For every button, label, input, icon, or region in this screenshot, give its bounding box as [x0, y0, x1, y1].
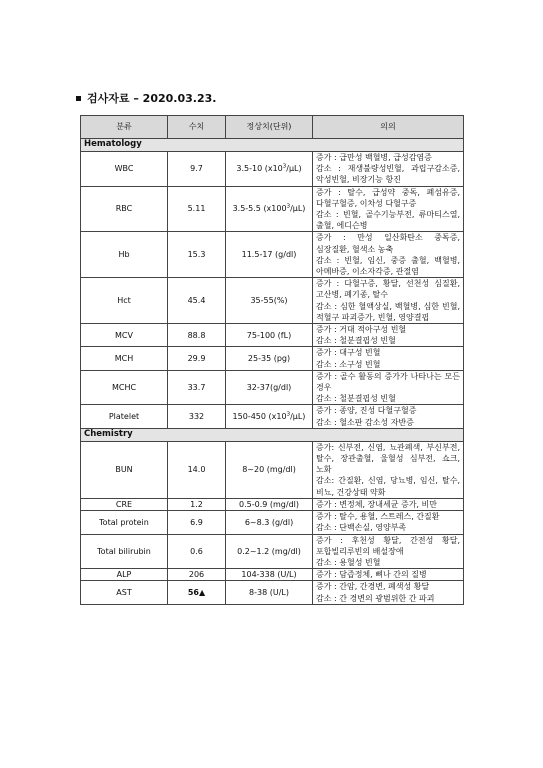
meaning-line: 감소 : 단백손실, 영양부족 — [316, 523, 407, 533]
table-row — [81, 569, 464, 581]
meaning-line: 감소 : 심한 혈액상실, 백혈병, 심한 빈혈, 적혈구 파괴증가, 빈혈, 영양결핍 — [316, 301, 460, 322]
table-body — [81, 139, 464, 605]
meaning-line: 증가: 신부전, 신염, 뇨관폐색, 부신부전, 탈수, 장관출혈, 울혈성 심부전, 쇼크, 노화 — [316, 442, 460, 475]
test-name: CRE — [81, 498, 168, 510]
meaning-line: 증가 : 변정체, 장내세균 증가, 비만 — [316, 499, 437, 509]
lab-results-table — [80, 115, 464, 605]
reference-unit: /μL) — [290, 412, 306, 422]
reference-text: 75-100 (fL) — [246, 330, 292, 340]
reference-range — [226, 347, 313, 370]
reference-range — [226, 186, 313, 232]
test-name: Total protein — [81, 511, 168, 534]
reference-range — [226, 405, 313, 428]
meaning-line: 감소 : 철분결핍성 빈혈 — [316, 336, 396, 346]
clinical-meaning — [313, 152, 464, 187]
heading-text: 검사자료 – 2020.03.23. — [87, 92, 217, 105]
test-value: 14.0 — [168, 441, 226, 498]
meaning-line: 증가 : 대구성 빈혈 — [316, 348, 381, 358]
reference-exponent: 3 — [286, 411, 291, 418]
test-name: Total bilirubin — [81, 534, 168, 569]
reference-unit: /μL) — [286, 164, 302, 174]
meaning-line: 증가 : 거대 적아구성 빈혈 — [316, 325, 407, 335]
test-value: 332 — [168, 405, 226, 428]
meaning-line: 감소 : 간 경변의 광범위한 간 파괴 — [316, 593, 435, 603]
reference-range — [226, 278, 313, 324]
reference-range — [226, 511, 313, 534]
test-value: 29.9 — [168, 347, 226, 370]
test-value: 206 — [168, 569, 226, 581]
reference-exponent: 3 — [282, 163, 287, 170]
test-name: ALP — [81, 569, 168, 581]
clinical-meaning — [313, 370, 464, 405]
reference-range — [226, 581, 313, 604]
test-value: 5.11 — [168, 186, 226, 232]
square-bullet-icon — [76, 96, 81, 101]
meaning-line: 증가 : 후천성 황달, 간전성 황달, 포합빌리루빈의 배설장애 — [316, 535, 460, 556]
meaning-line: 감소: 간질환, 신염, 당뇨병, 임신, 탈수, 비뇨, 건강상태 약화 — [316, 476, 460, 497]
test-value: 56▲ — [168, 581, 226, 604]
meaning-line: 증가 : 골수 활동의 증가가 나타나는 모든 경우 — [316, 371, 460, 393]
reference-range — [226, 534, 313, 569]
header-value: 수치 — [168, 116, 226, 139]
reference-range — [226, 232, 313, 278]
meaning-line: 감소 : 혈소판 감소성 자반증 — [316, 417, 414, 427]
reference-text: 25-35 (pg) — [247, 354, 291, 364]
reference-text: 3.5-5.5 (x100 — [232, 204, 287, 214]
clinical-meaning — [313, 405, 464, 428]
reference-range — [226, 370, 313, 405]
section-heading — [76, 90, 216, 106]
test-name: Hb — [81, 232, 168, 278]
reference-text: 35-55(%) — [250, 296, 288, 306]
test-name: BUN — [81, 441, 168, 498]
table-row — [81, 186, 464, 232]
test-value: 1.2 — [168, 498, 226, 510]
reference-text: 0.5-0.9 (mg/dl) — [239, 499, 299, 509]
reference-text: 6~8.3 (g/dl) — [244, 517, 294, 527]
meaning-line: 증가 : 담즙정체, 뼈나 간의 질병 — [316, 570, 427, 580]
reference-unit: /μL) — [290, 204, 306, 214]
reference-range — [226, 569, 313, 581]
table-row — [81, 511, 464, 534]
reference-range — [226, 498, 313, 510]
meaning-line: 증가 : 탈수, 용혈, 스트레스, 간질환 — [316, 512, 440, 522]
table-row — [81, 278, 464, 324]
clinical-meaning — [313, 232, 464, 278]
test-value: 88.8 — [168, 324, 226, 347]
clinical-meaning — [313, 441, 464, 498]
meaning-line: 감소 : 소구성 빈혈 — [316, 359, 381, 369]
meaning-line: 감소 : 철분결핍성 빈혈 — [316, 394, 396, 404]
reference-text: 32-37(g/dl) — [246, 383, 292, 393]
section-title: Chemistry — [81, 428, 464, 441]
table-row — [81, 581, 464, 604]
meaning-line: 증가 : 간암, 간경변, 폐색성 황달 — [316, 582, 430, 592]
test-name: RBC — [81, 186, 168, 232]
clinical-meaning — [313, 511, 464, 534]
test-value: 15.3 — [168, 232, 226, 278]
test-name: MCHC — [81, 370, 168, 405]
meaning-line: 증가 : 종양, 진성 다혈구혈증 — [316, 406, 417, 416]
reference-text: 11.5-17 (g/dl) — [241, 250, 297, 260]
meaning-line: 증가 : 급만성 백혈병, 급성감염증 — [316, 153, 432, 162]
reference-text: 8~20 (mg/dl) — [242, 465, 296, 475]
meaning-line: 감소 : 빈혈, 골수기능부전, 류마티스열, 출혈, 에디슨병 — [316, 210, 460, 231]
table-row — [81, 370, 464, 405]
clinical-meaning — [313, 347, 464, 370]
table-row — [81, 324, 464, 347]
header-meaning: 의의 — [313, 116, 464, 139]
reference-range — [226, 441, 313, 498]
reference-text: 104-338 (U/L) — [241, 570, 297, 580]
reference-text: 3.5-10 (x10 — [236, 164, 283, 174]
reference-range — [226, 152, 313, 187]
test-name: WBC — [81, 152, 168, 187]
test-value: 33.7 — [168, 370, 226, 405]
table-row — [81, 405, 464, 428]
header-category: 분류 — [81, 116, 168, 139]
test-value: 45.4 — [168, 278, 226, 324]
clinical-meaning — [313, 498, 464, 510]
table-row — [81, 534, 464, 569]
clinical-meaning — [313, 278, 464, 324]
section-row — [81, 139, 464, 152]
meaning-line: 감소 : 재생불량성빈혈, 과립구감소증, 악성빈혈, 비장기능 항진 — [316, 164, 460, 185]
meaning-line: 증가 : 다혈구증, 황달, 선천성 심질환, 고산병, 폐기종, 탈수 — [316, 279, 460, 300]
clinical-meaning — [313, 581, 464, 604]
test-name: AST — [81, 581, 168, 604]
reference-exponent: 3 — [286, 203, 291, 210]
meaning-line: 증가 : 탈수, 급성약 중독, 폐섬유증, 다혈구혈증, 이차성 다혈구증 — [316, 187, 460, 208]
table-row — [81, 498, 464, 510]
clinical-meaning — [313, 324, 464, 347]
reference-text: 0.2~1.2 (mg/dl) — [237, 546, 301, 556]
section-title: Hematology — [81, 139, 464, 152]
table-row — [81, 441, 464, 498]
table-header-row — [81, 116, 464, 139]
header-reference: 정상치(단위) — [226, 116, 313, 139]
meaning-line: 증가 : 만성 일산화탄소 중독증, 심장질환, 혈색소 농축 — [316, 233, 460, 254]
test-name: Platelet — [81, 405, 168, 428]
meaning-line: 감소 : 용혈성 빈혈 — [316, 557, 381, 567]
test-name: MCH — [81, 347, 168, 370]
test-value: 6.9 — [168, 511, 226, 534]
reference-range — [226, 324, 313, 347]
clinical-meaning — [313, 534, 464, 569]
table-row — [81, 347, 464, 370]
meaning-line: 감소 : 빈혈, 임신, 중증 출혈, 백혈병, 아메바증, 이소자각증, 관절염 — [316, 255, 460, 277]
table-row — [81, 152, 464, 187]
test-name: Hct — [81, 278, 168, 324]
test-name: MCV — [81, 324, 168, 347]
test-value: 9.7 — [168, 152, 226, 187]
reference-text: 8-38 (U/L) — [249, 587, 289, 597]
clinical-meaning — [313, 186, 464, 232]
clinical-meaning — [313, 569, 464, 581]
section-row — [81, 428, 464, 441]
reference-text: 150-450 (x10 — [232, 412, 287, 422]
table-row — [81, 232, 464, 278]
test-value: 0.6 — [168, 534, 226, 569]
